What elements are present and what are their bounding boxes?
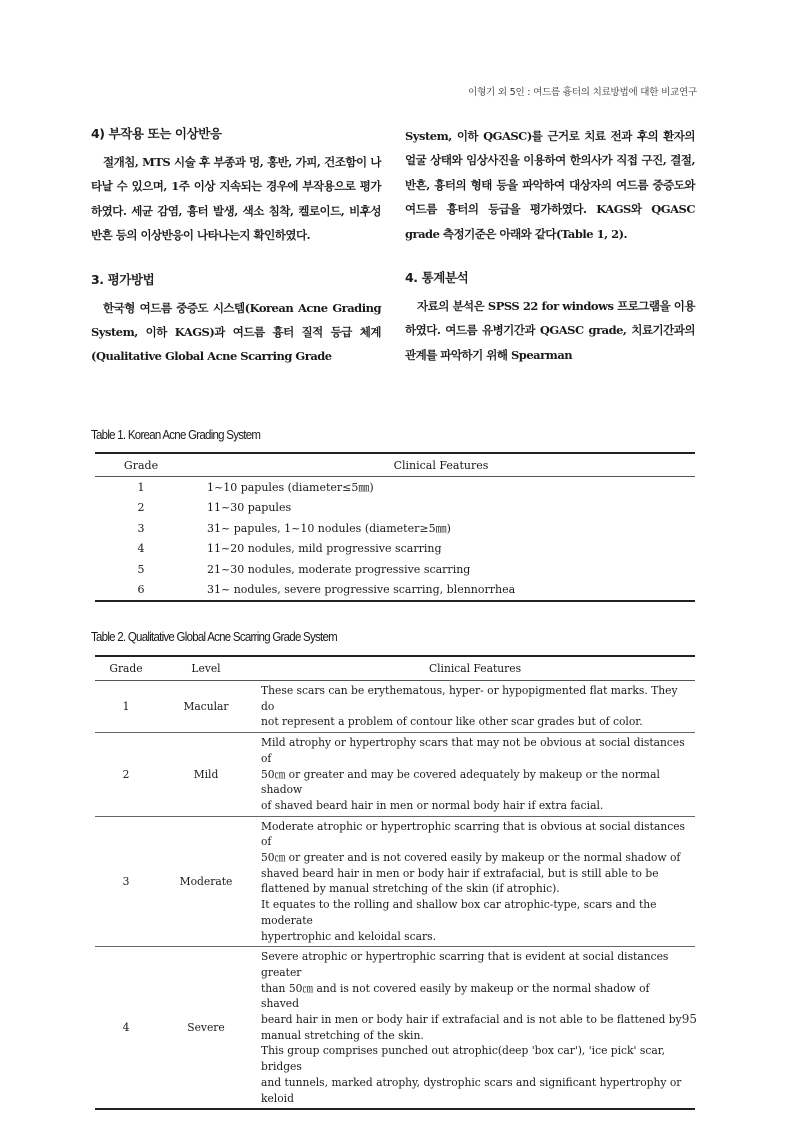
table2-feature-line: Severe atrophic or hypertrophic scarring that is evident at social distances greater	[261, 950, 669, 979]
table2-feature-line: Mild atrophy or hypertrophy scars that may not be obvious at social distances of	[261, 736, 685, 765]
table2-feature-line: These scars can be erythematous, hyper- or hypopigmented flat marks. They do	[261, 684, 678, 713]
table1-features-cell: 1~10 papules (diameter≤5㎜)	[207, 481, 374, 495]
table2-feature-line: shaved beard hair in men or body hair if extrafacial, but is still able to be	[261, 866, 659, 880]
left-column	[91, 124, 381, 369]
section-heading-adverse-events: 4) 부작용 또는 이상반응	[91, 126, 222, 141]
table1-body	[95, 477, 695, 602]
table2-feature-line: hypertrophic and keloidal scars.	[261, 929, 436, 943]
table-row	[95, 477, 695, 498]
table2-caption: Table 2. Qualitative Global Acne Scarring Grade System	[91, 630, 337, 644]
right-column	[405, 124, 695, 367]
section-heading-statistics: 4. 통계분석	[405, 270, 469, 286]
table1-grade-cell: 5	[137, 562, 145, 576]
table2-header-grade: Grade	[95, 656, 157, 681]
table-row	[95, 539, 695, 560]
table2-header-row	[95, 656, 695, 681]
table2-feature-line: It equates to the rolling and shallow box car atrophic-type, scars and the moderate	[261, 898, 657, 927]
table2-grade-cell: 4	[122, 1021, 130, 1035]
table1-header-row	[95, 453, 695, 477]
table2-features-cell	[255, 816, 695, 947]
table1-grade-cell: 3	[137, 521, 145, 535]
evaluation-method-paragraph: 한국형 여드름 중증도 시스템(Korean Acne Grading System, 이하 KAGS)과 여드름 흉터 질적 등급 체계(Qualitative Global Acne Scarring Grade	[91, 300, 381, 364]
table1-features-cell: 11~30 papules	[207, 501, 292, 515]
table-row	[95, 733, 695, 817]
table2-features-cell	[255, 947, 695, 1110]
table2-level-cell: Mild	[157, 733, 255, 817]
table2-grade-cell: 2	[95, 733, 157, 817]
table1-grade-cell: 6	[137, 583, 145, 597]
table2-feature-line: 50㎝ or greater and is not covered easily by makeup or the normal shadow of	[261, 851, 681, 865]
table-row	[95, 681, 695, 733]
table2-feature-line: 50㎝ or greater and may be covered adequately by makeup or the normal shadow	[261, 767, 660, 797]
table2-feature-line: flattened by manual stretching of the skin (if atrophic).	[261, 882, 560, 896]
statistics-paragraph: 자료의 분석은 SPSS 22 for windows 프로그램을 이용하였다. 여드름 유병기간과 QGASC grade, 치료기간과의 관계를 파악하기 위해 Spearman	[405, 299, 695, 362]
table-row	[95, 559, 695, 580]
table2-qgasc	[95, 655, 695, 1110]
table1-grade-cell: 1	[137, 480, 145, 494]
table2-level-cell: Moderate	[157, 816, 255, 947]
table1-features-cell: 11~20 nodules, mild progressive scarring	[207, 542, 442, 556]
table-row	[95, 498, 695, 519]
table2-body	[95, 681, 695, 1110]
table-row	[95, 518, 695, 539]
table2-feature-line: of shaved beard hair in men or normal body hair if extra facial.	[261, 798, 604, 812]
table1-features-cell: 31~ papules, 1~10 nodules (diameter≥5㎜)	[207, 522, 451, 536]
table1-features-cell: 31~ nodules, severe progressive scarring, blennorrhea	[207, 583, 516, 597]
table1-grade-cell: 4	[137, 542, 145, 556]
section-heading-evaluation-method: 3. 평가방법	[91, 271, 155, 287]
evaluation-continuation-paragraph: System, 이하 QGASC)를 근거로 치료 전과 후의 환자의 얼굴 상태와 임상사진을 이용하여 한의사가 직접 구진, 결절, 반흔, 흉터의 형태 등을 파악하여 대상자의 여드름 중증도와 여드름 흉터의 등급을 평가하였다. KAGS와 QGASC grade 측정기준은 아래와 같다(Table 1, 2).	[405, 129, 695, 241]
table2-feature-line: not represent a problem of contour like other scar grades but of color.	[261, 715, 643, 729]
table2-feature-line: and tunnels, marked atrophy, dystrophic scars and significant hypertrophy or keloid	[261, 1075, 682, 1105]
running-head: 이형기 외 5인 : 여드름 흉터의 치료방법에 대한 비교연구	[468, 87, 697, 98]
table2-feature-line: This group comprises punched out atrophic(deep 'box car'), 'ice pick' scar, bridges	[261, 1044, 666, 1074]
table1-grade-cell: 2	[137, 501, 145, 515]
table1-caption: Table 1. Korean Acne Grading System	[91, 428, 261, 442]
table1-features-cell: 21~30 nodules, moderate progressive scarring	[207, 562, 471, 576]
table1-header-features: Clinical Features	[187, 453, 695, 477]
table2-feature-line: Moderate atrophic or hypertrophic scarring that is obvious at social distances of	[261, 819, 686, 849]
table2-header-features: Clinical Features	[255, 656, 695, 681]
table2-grade-cell: 3	[95, 816, 157, 947]
table1-header-grade: Grade	[95, 453, 187, 477]
table2-feature-line: than 50㎝ and is not covered easily by makeup or the normal shadow of shaved	[261, 981, 650, 1011]
table2-level-cell: Severe	[187, 1021, 225, 1035]
table2-grade-cell: 1	[95, 681, 157, 733]
table-row	[95, 580, 695, 602]
table2-feature-line: beard hair in men or body hair if extrafacial and is not able to be flattened by	[261, 1013, 682, 1027]
adverse-events-paragraph: 절개침, MTS 시술 후 부종과 멍, 홍반, 가피, 건조함이 나타날 수 있으며, 1주 이상 지속되는 경우에 부작용으로 평가하였다. 세균 감염, 흉터 발생, 색소 침착, 켈로이드, 비후성 반흔 등의 이상반응이 나타나는지 확인하였다.	[91, 155, 381, 243]
table2-level-cell: Macular	[157, 681, 255, 733]
table2-features-cell	[255, 733, 695, 817]
table2-header-level: Level	[157, 656, 255, 681]
table1-kags	[95, 452, 695, 602]
table2-feature-line: manual stretching of the skin.	[261, 1028, 424, 1042]
table-row	[95, 947, 695, 1110]
page-number: 95	[681, 1012, 697, 1026]
table2-features-cell	[255, 681, 695, 733]
table-row	[95, 816, 695, 947]
